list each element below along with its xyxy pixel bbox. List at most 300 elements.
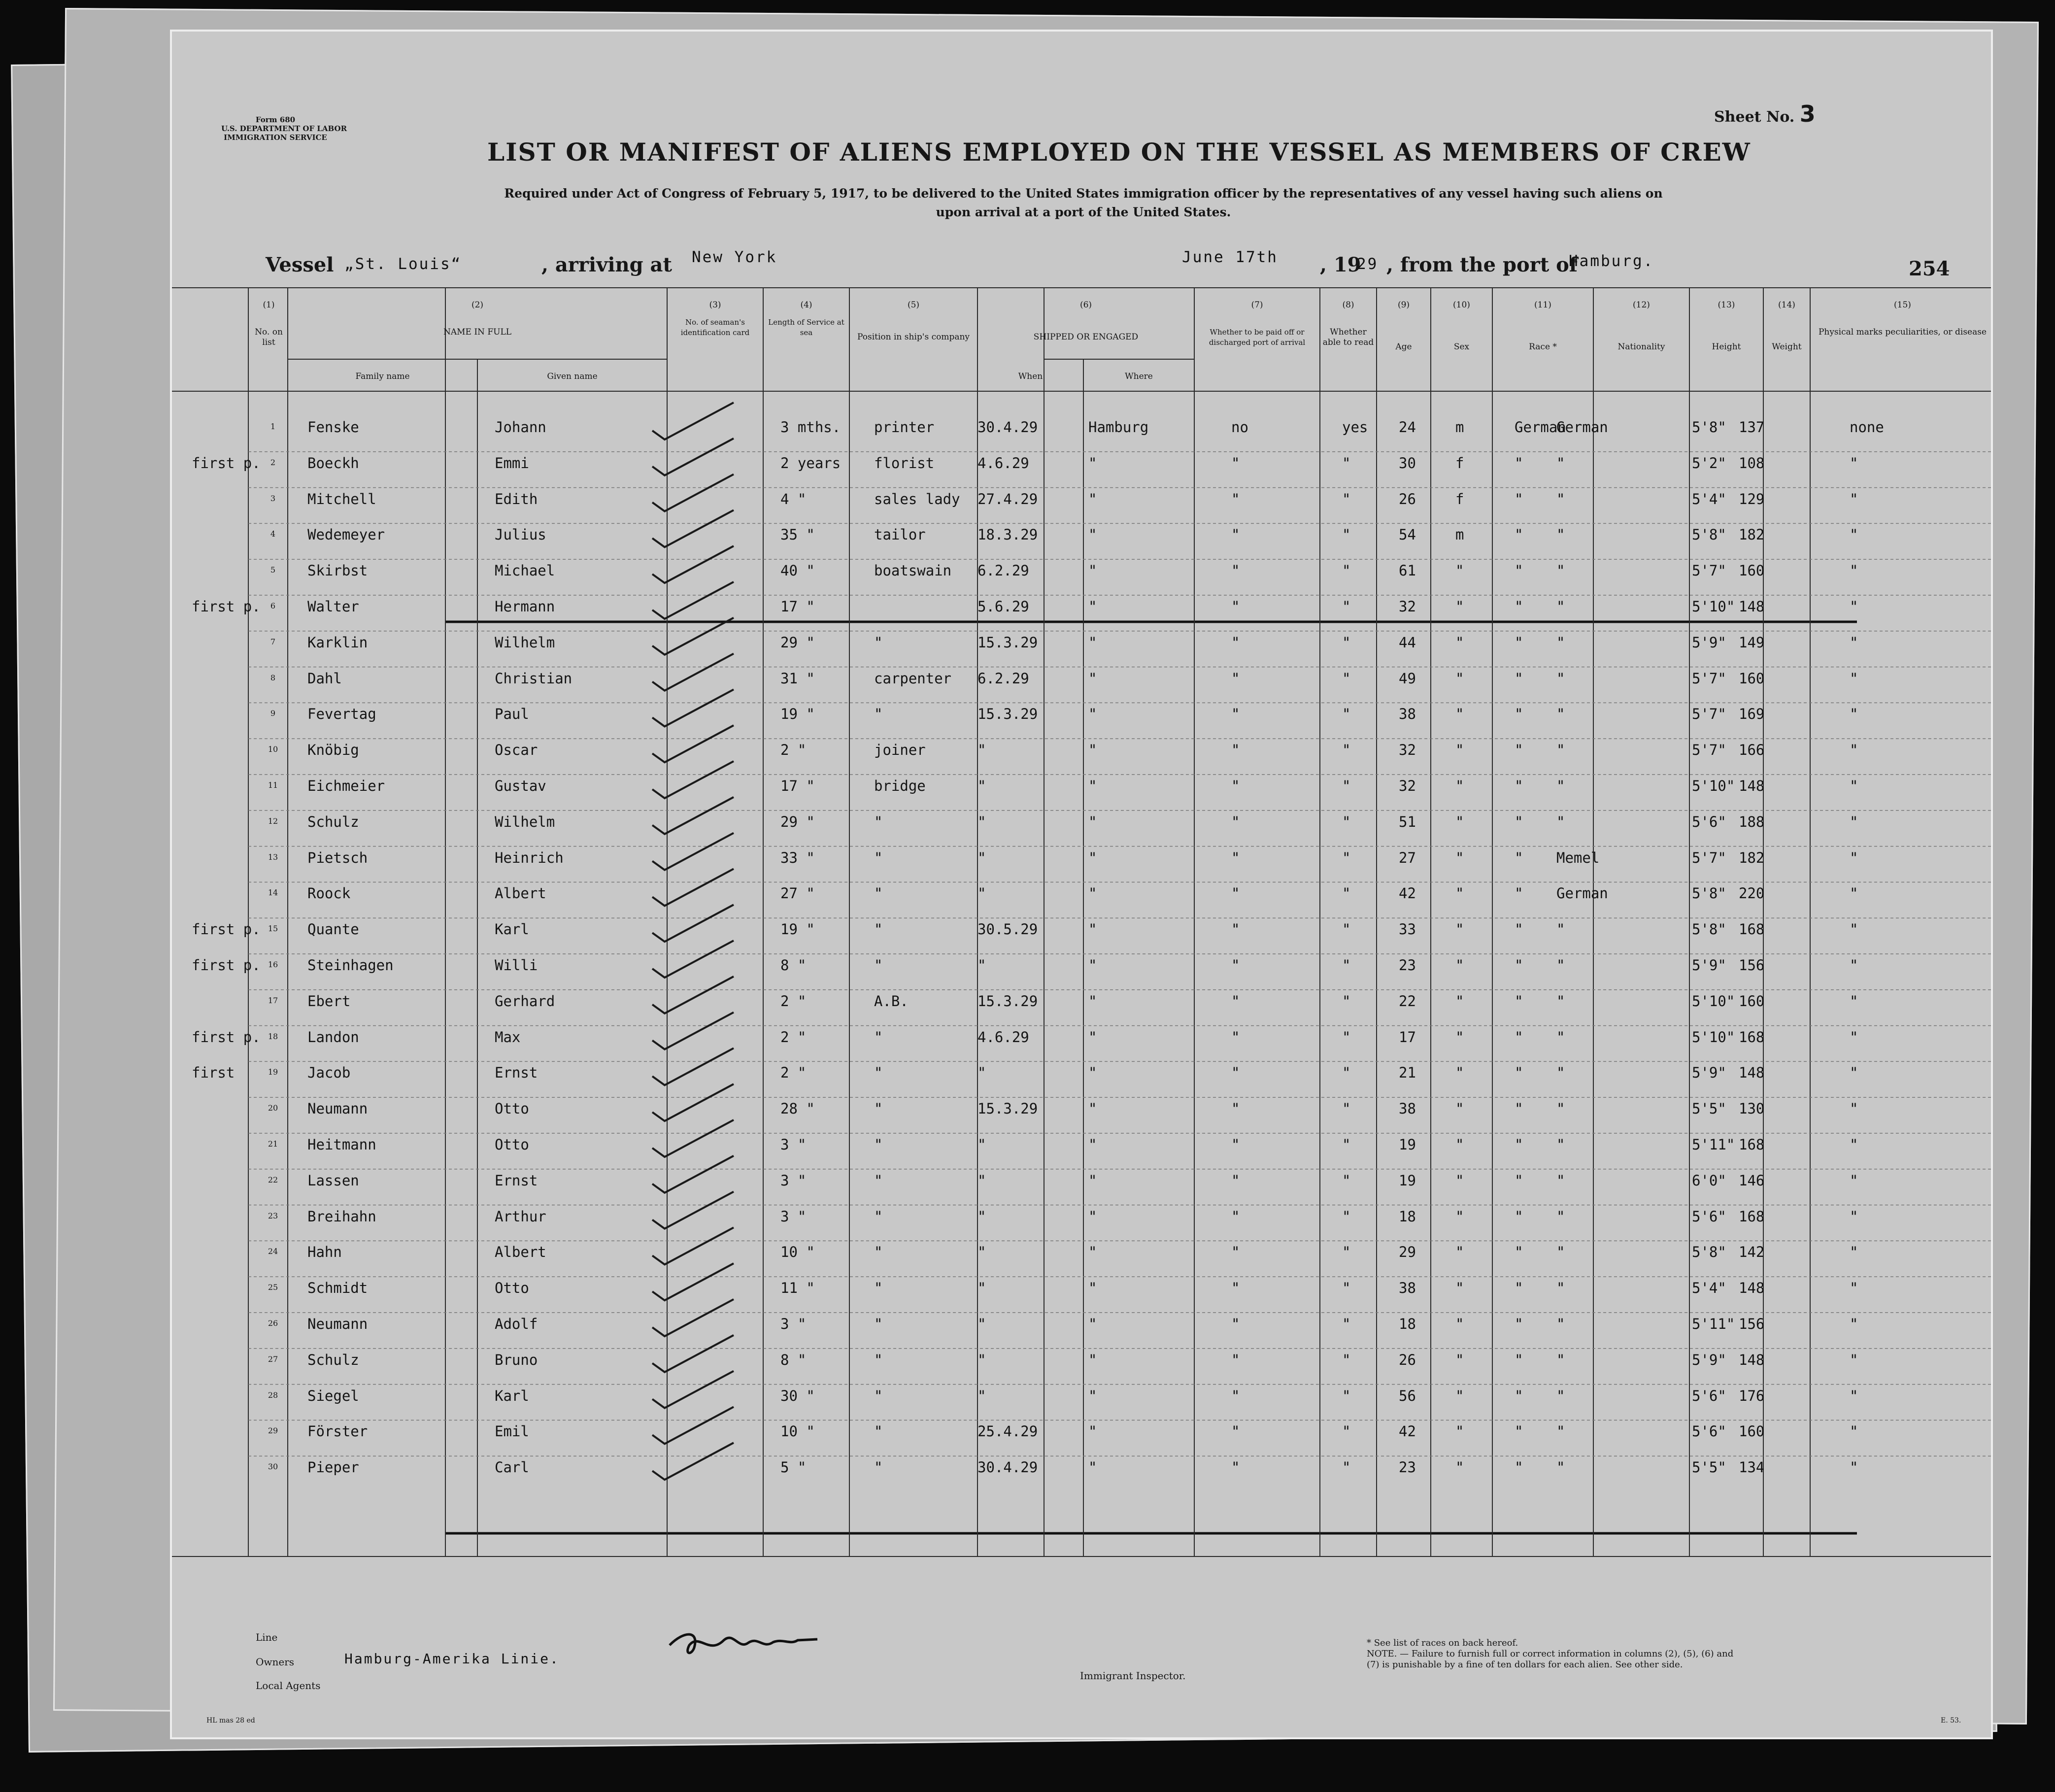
from-port: Hamburg. [1569,252,1654,270]
cell-age: 32 [1399,598,1416,615]
cell-paid: " [1231,1064,1240,1082]
cell-n: 20 [268,1103,278,1113]
cell-race: " [1515,1280,1523,1297]
cell-where: " [1088,706,1097,723]
cell-family: Fevertag [307,706,376,723]
cell-n: 18 [268,1031,278,1041]
owners-label: Owners [256,1656,295,1668]
check-mark [652,403,734,440]
cell-where: " [1088,921,1097,938]
header-nums-1: (2) [471,300,484,310]
cell-marks: " [1850,1208,1858,1225]
cell-family: Neumann [307,1316,368,1332]
cell-read: " [1342,1064,1351,1082]
cell-height: 5'8" [1692,885,1726,902]
cell-where: " [1088,742,1097,759]
cell-sex: " [1455,1423,1464,1440]
cell-where: " [1088,526,1097,543]
cell-family: Jacob [307,1064,351,1082]
cell-given: Wilhelm [495,634,555,651]
cell-family: Schmidt [307,1280,368,1297]
cell-family: Karklin [307,634,368,651]
cell-when: " [977,849,986,866]
cell-paid: " [1231,1028,1240,1046]
cell-read: " [1342,526,1351,543]
cell-sex: " [1455,1100,1464,1117]
cell-paid: " [1231,1244,1240,1261]
cell-read: " [1342,778,1351,794]
cell-when: " [977,885,986,902]
cell-age: 54 [1399,526,1416,543]
department: U.S. DEPARTMENT OF LABOR [221,124,347,133]
cell-where: Hamburg [1088,419,1149,436]
cell-read: " [1342,1280,1351,1297]
cell-n: 25 [268,1283,278,1292]
cell-read: " [1342,742,1351,759]
cell-nat: " [1556,813,1565,830]
cell-nat: " [1556,992,1565,1010]
cell-weight: 148 [1739,1064,1765,1082]
header-nums-9: (10) [1453,300,1470,310]
cell-marks: " [1850,957,1858,974]
cell-nat: " [1556,1351,1565,1368]
cell-family: Ebert [307,992,351,1010]
check-mark [652,1335,734,1372]
cell-position: " [874,1172,883,1189]
header-nums-11: (12) [1633,300,1650,310]
cell-position: " [874,921,883,938]
cell-when: 30.5.29 [977,921,1038,938]
cell-given: Heinrich [495,849,564,866]
cell-given: Adolf [495,1316,538,1332]
cell-weight: 166 [1739,742,1765,759]
cell-where: " [1088,1208,1097,1225]
check-mark [652,1156,734,1193]
cell-weight: 160 [1739,562,1765,579]
cell-age: 32 [1399,742,1416,759]
cell-race: " [1515,526,1523,543]
cell-when: 15.3.29 [977,1100,1038,1117]
cell-given: Emmi [495,454,529,472]
cell-height: 5'11" [1692,1316,1735,1332]
cell-given: Otto [495,1136,529,1153]
cell-age: 19 [1399,1136,1416,1153]
cell-where: " [1088,1387,1097,1404]
cell-nat: " [1556,742,1565,759]
cell-when: 4.6.29 [977,1028,1029,1046]
cell-sex: " [1455,992,1464,1010]
check-mark [652,1084,734,1121]
cell-family: Walter [307,598,359,615]
cell-family: Skirbst [307,562,368,579]
cell-race: " [1515,1244,1523,1261]
cell-n: 5 [270,565,276,575]
cell-when: " [977,1208,986,1225]
cell-read: " [1342,992,1351,1010]
cell-marks: " [1850,598,1858,615]
cell-height: 5'10" [1692,992,1735,1010]
cell-nat: " [1556,1172,1565,1189]
cell-service: 2 " [780,1064,807,1082]
cell-family: Siegel [307,1387,359,1404]
cell-weight: 142 [1739,1244,1765,1261]
vessel-name: „St. Louis“ [344,255,462,273]
check-mark [652,977,734,1014]
header-col6a: When [1018,372,1043,381]
bottom-code-right: E. 53. [1941,1717,1961,1724]
cell-given: Edith [495,490,538,507]
cell-given: Ernst [495,1064,538,1082]
cell-when: " [977,1172,986,1189]
cell-when: " [977,742,986,759]
cell-sex: " [1455,562,1464,579]
line-label: Line [256,1631,278,1643]
cell-family: Landon [307,1028,359,1046]
cell-given: Gustav [495,778,546,794]
cell-where: " [1088,1100,1097,1117]
cell-sex: " [1455,670,1464,687]
cell-given: Otto [495,1280,529,1297]
cell-weight: 168 [1739,921,1765,938]
cell-weight: 156 [1739,957,1765,974]
header-col15: Physical marks peculiarities, or disease [1818,327,1987,337]
cell-when: " [977,813,986,830]
cell-race: " [1515,957,1523,974]
penalty-note: NOTE. — Failure to furnish full or correct information in columns (2), (5), (6) and (7) is punishable by a fine of ten dollars for each alien. See other side. [1367,1649,1734,1670]
cell-n: 21 [268,1139,278,1149]
cell-nat: " [1556,1280,1565,1297]
cell-age: 49 [1399,670,1416,687]
cell-n: 12 [268,816,278,826]
cell-n: 6 [270,601,276,610]
cell-when: 5.6.29 [977,598,1029,615]
cell-sex: " [1455,1459,1464,1476]
cell-position: " [874,1351,883,1368]
cell-age: 42 [1399,885,1416,902]
header-nums-8: (9) [1397,300,1410,310]
cell-n: 9 [270,709,276,718]
cell-race: " [1515,992,1523,1010]
cell-race: " [1515,813,1523,830]
check-mark [652,725,734,762]
cell-age: 38 [1399,1280,1416,1297]
cell-family: Dahl [307,670,342,687]
cell-weight: 168 [1739,1028,1765,1046]
cell-sex: " [1455,921,1464,938]
cell-race: " [1515,849,1523,866]
cell-position: " [874,885,883,902]
cell-race: " [1515,670,1523,687]
cell-race: " [1515,634,1523,651]
cell-service: 40 " [780,562,815,579]
cell-n: 11 [268,780,278,790]
cell-when: " [977,1316,986,1332]
cell-given: Otto [495,1100,529,1117]
cell-n: 14 [268,888,278,898]
cell-where: " [1088,1028,1097,1046]
cell-service: 5 " [780,1459,807,1476]
cell-sex: " [1455,885,1464,902]
cell-weight: 130 [1739,1100,1765,1117]
cell-position: tailor [874,526,926,543]
cell-read: " [1342,921,1351,938]
cell-height: 5'2" [1692,454,1726,472]
cell-where: " [1088,849,1097,866]
cell-service: 3 mths. [780,419,841,436]
cell-height: 5'10" [1692,598,1735,615]
cell-where: " [1088,1280,1097,1297]
cell-sex: f [1455,454,1464,472]
cell-height: 5'9" [1692,634,1726,651]
cell-service: 27 " [780,885,815,902]
cell-family: Schulz [307,813,359,830]
header-nums-3: (4) [800,300,812,310]
cell-sex: " [1455,1172,1464,1189]
cell-race: " [1515,598,1523,615]
cell-given: Julius [495,526,546,543]
cell-race: " [1515,1459,1523,1476]
cell-nat: German [1556,419,1608,436]
cell-paid: " [1231,742,1240,759]
cell-family: Pietsch [307,849,368,866]
cell-where: " [1088,598,1097,615]
header-nums-5: (6) [1079,300,1092,310]
check-mark [652,941,734,978]
cell-when: 25.4.29 [977,1423,1038,1440]
cell-when: 4.6.29 [977,454,1029,472]
cell-nat: " [1556,1208,1565,1225]
cell-family: Quante [307,921,359,938]
cell-paid: " [1231,1316,1240,1332]
cell-height: 5'8" [1692,1244,1726,1261]
cell-nat: Memel [1556,849,1600,866]
cell-service: 8 " [780,957,807,974]
margin-note: first [192,1064,235,1082]
cell-read: " [1342,849,1351,866]
cell-marks: " [1850,1100,1858,1117]
cell-marks: " [1850,634,1858,651]
cell-n: 10 [268,744,278,754]
cell-given: Albert [495,885,546,902]
check-mark [652,1299,734,1336]
cell-age: 26 [1399,1351,1416,1368]
cell-given: Karl [495,921,529,938]
cell-age: 27 [1399,849,1416,866]
check-mark [652,1227,734,1264]
cell-age: 33 [1399,921,1416,938]
cell-nat: " [1556,1100,1565,1117]
serial-number: 254 [1909,257,1950,280]
cell-marks: " [1850,1064,1858,1082]
header-col2: NAME IN FULL [443,327,512,337]
header-nums-7: (8) [1342,300,1354,310]
cell-sex: " [1455,1387,1464,1404]
cell-service: 2 " [780,992,807,1010]
cell-height: 5'4" [1692,490,1726,507]
cell-when: 15.3.29 [977,634,1038,651]
cell-sex: " [1455,1316,1464,1332]
cell-height: 5'9" [1692,957,1726,974]
cell-service: 19 " [780,921,815,938]
cell-family: Boeckh [307,454,359,472]
cell-service: 4 " [780,490,807,507]
cell-marks: " [1850,1136,1858,1153]
cell-family: Hahn [307,1244,342,1261]
sheet-number-value: 3 [1799,101,1816,127]
cell-height: 5'7" [1692,562,1726,579]
cell-sex: " [1455,813,1464,830]
cell-given: Gerhard [495,992,555,1010]
margin-note: first p. [192,598,261,615]
cell-service: 17 " [780,598,815,615]
cell-paid: " [1231,885,1240,902]
cell-position: " [874,1064,883,1082]
cell-read: " [1342,1172,1351,1189]
cell-marks: " [1850,742,1858,759]
cell-paid: " [1231,562,1240,579]
cell-given: Bruno [495,1351,538,1368]
cell-when: 15.3.29 [977,992,1038,1010]
cell-weight: 169 [1739,706,1765,723]
margin-note: first p. [192,454,261,472]
cell-read: " [1342,957,1351,974]
from-label: , from the port of [1386,253,1578,276]
cell-race: German [1515,419,1566,436]
cell-read: " [1342,634,1351,651]
cell-marks: " [1850,1459,1858,1476]
cell-service: 2 " [780,1028,807,1046]
cell-n: 17 [268,995,278,1005]
cell-nat: " [1556,1028,1565,1046]
cell-given: Ernst [495,1172,538,1189]
cell-given: Johann [495,419,546,436]
cell-when: " [977,1136,986,1153]
cell-read: " [1342,598,1351,615]
cell-paid: " [1231,1280,1240,1297]
cell-n: 7 [270,637,276,646]
cell-when: 27.4.29 [977,490,1038,507]
check-mark [652,1120,734,1157]
cell-service: 29 " [780,634,815,651]
cell-where: " [1088,1351,1097,1368]
header-col11: Race * [1529,342,1557,352]
sheet-label: Sheet No. [1714,108,1795,126]
cell-position: " [874,1100,883,1117]
cell-family: Steinhagen [307,957,394,974]
cell-paid: " [1231,490,1240,507]
header-col2b: Given name [547,372,598,381]
cell-nat: " [1556,1064,1565,1082]
cell-family: Schulz [307,1351,359,1368]
cell-race: " [1515,1387,1523,1404]
cell-paid: " [1231,706,1240,723]
cell-sex: " [1455,1351,1464,1368]
cell-age: 30 [1399,454,1416,472]
cell-service: 10 " [780,1244,815,1261]
cell-paid: " [1231,670,1240,687]
cell-service: 11 " [780,1280,815,1297]
cell-position: A.B. [874,992,909,1010]
cell-height: 5'11" [1692,1136,1735,1153]
cell-where: " [1088,1316,1097,1332]
cell-nat: " [1556,562,1565,579]
cell-weight: 160 [1739,670,1765,687]
cell-nat: " [1556,778,1565,794]
cell-read: " [1342,706,1351,723]
header-col10: Sex [1453,342,1470,352]
cell-sex: m [1455,419,1464,436]
service: IMMIGRATION SERVICE [224,133,327,142]
header-nums-0: (1) [263,300,275,310]
cell-sex: " [1455,957,1464,974]
cell-marks: " [1850,454,1858,472]
cell-height: 5'8" [1692,526,1726,543]
cell-n: 3 [270,493,276,503]
year-suffix: 29 [1357,255,1379,273]
cell-weight: 148 [1739,1280,1765,1297]
check-mark [652,761,734,798]
header-col7: Whether to be paid off or discharged port of arrival [1209,328,1306,347]
cell-read: " [1342,1208,1351,1225]
cell-race: " [1515,1423,1523,1440]
cell-nat: " [1556,490,1565,507]
cell-race: " [1515,562,1523,579]
cell-given: Karl [495,1387,529,1404]
cell-nat: " [1556,706,1565,723]
cell-age: 17 [1399,1028,1416,1046]
cell-n: 19 [268,1067,278,1077]
cell-n: 8 [270,673,276,682]
cell-n: 2 [270,457,276,467]
cell-height: 5'9" [1692,1064,1726,1082]
bottom-code-left: HL mas 28 ed [206,1717,255,1724]
cell-given: Willi [495,957,538,974]
cell-read: " [1342,670,1351,687]
cell-nat: " [1556,1387,1565,1404]
cell-where: " [1088,562,1097,579]
cell-height: 5'8" [1692,419,1726,436]
cell-service: 28 " [780,1100,815,1117]
cell-service: 31 " [780,670,815,687]
cell-age: 23 [1399,1459,1416,1476]
cell-paid: " [1231,598,1240,615]
cell-service: 8 " [780,1351,807,1368]
cell-nat: " [1556,1136,1565,1153]
inspector-label: Immigrant Inspector. [1080,1670,1186,1682]
cell-position: bridge [874,778,926,794]
subtitle-line-2: upon arrival at a port of the United States. [936,205,1231,219]
cell-where: " [1088,1136,1097,1153]
cell-sex: " [1455,706,1464,723]
cell-when: 6.2.29 [977,562,1029,579]
cell-height: 5'7" [1692,849,1726,866]
margin-note: first p. [192,1028,261,1046]
cell-weight: 220 [1739,885,1765,902]
cell-marks: " [1850,921,1858,938]
cell-service: 19 " [780,706,815,723]
cell-age: 23 [1399,957,1416,974]
header-col12: Nationality [1617,342,1665,352]
cell-given: Michael [495,562,555,579]
cell-age: 18 [1399,1208,1416,1225]
cell-read: " [1342,1244,1351,1261]
check-mark [652,1407,734,1444]
cell-weight: 168 [1739,1136,1765,1153]
cell-n: 23 [268,1211,278,1220]
cell-when: " [977,1244,986,1261]
cell-where: " [1088,778,1097,794]
cell-height: 6'0" [1692,1172,1726,1189]
